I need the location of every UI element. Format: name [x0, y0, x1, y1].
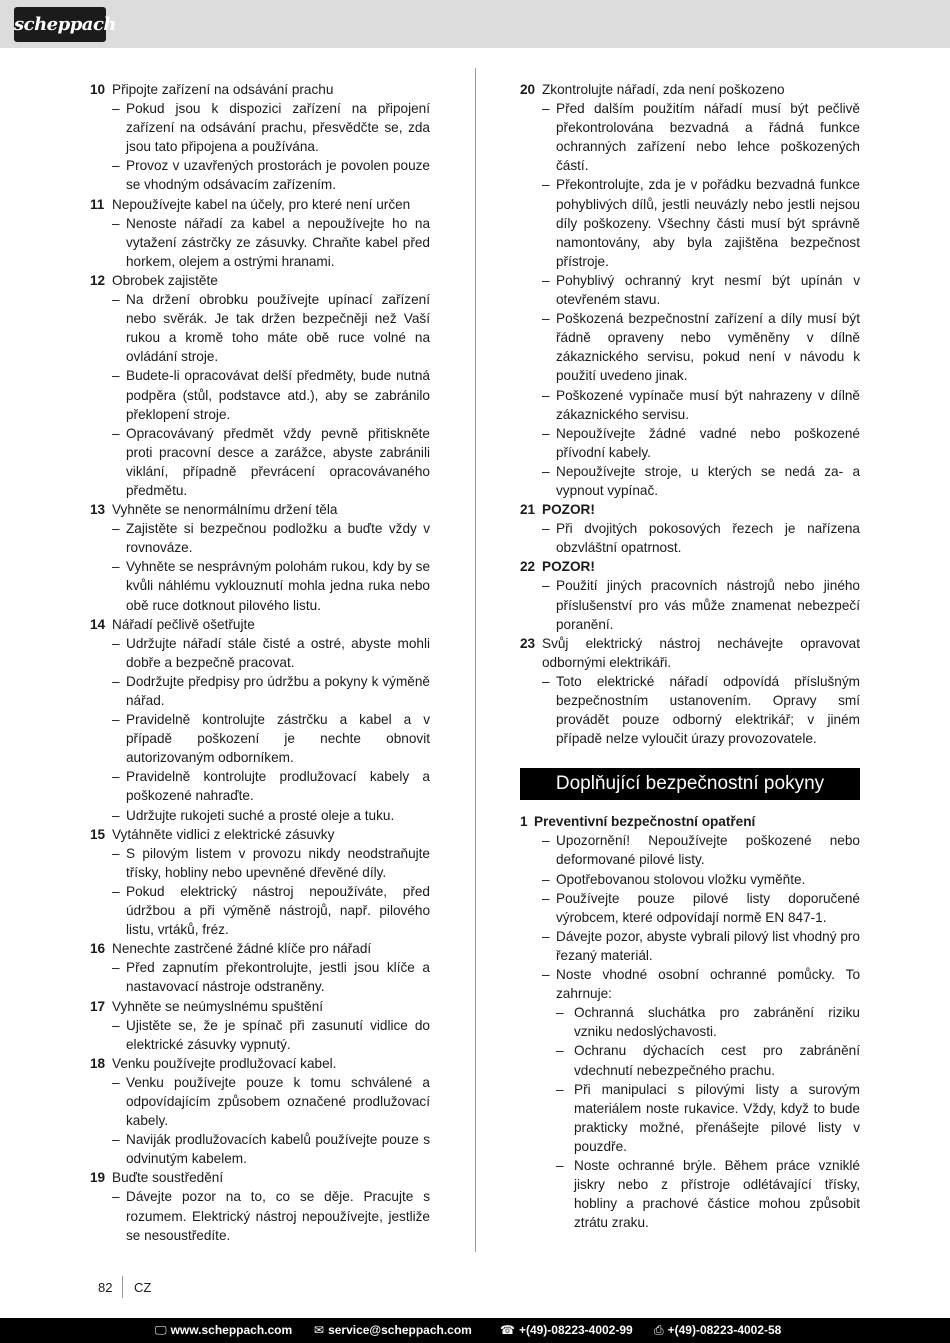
item-20 — [520, 80, 860, 99]
web-text: www.scheppach.com — [170, 1323, 293, 1337]
item-number: 10 — [90, 82, 106, 97]
bullet-item — [90, 634, 430, 672]
bullet-item — [520, 424, 860, 462]
page-number: 82 — [98, 1280, 113, 1295]
bullet-text: Pravidelně kontrolujte prodlužovací kabely a poškozené nahraďte. — [126, 769, 430, 804]
bullet-item — [90, 1016, 430, 1054]
bullet-text: Venku používejte pouze k tomu schválené a odpovídajícím způsobem označené prodlužovací kabely. — [126, 1074, 430, 1129]
section-title-text: Preventivní bezpečnostní opatření — [534, 814, 756, 830]
dash-bullet-icon: – — [112, 101, 120, 117]
dash-bullet-icon: – — [542, 387, 550, 403]
bullet-text: Zajistěte si bezpečnou podložku a buďte vždy v rovnováze. — [126, 521, 430, 556]
dash-bullet-icon: – — [542, 311, 550, 327]
bullet-text: Překontrolujte, zda je v pořádku bezvadná funkce pohyblivých dílů, jestli neuvázly nebo jestli nejsou díly poškozeny. Všechny části musí být správně namontovány, aby byla zajištěna bezpečnost přístroje. — [556, 177, 860, 269]
bullet-item — [520, 519, 860, 557]
phone-contact — [500, 1318, 633, 1343]
fax-contact — [654, 1318, 781, 1343]
item-title: Připojte zařízení na odsávání prachu — [112, 82, 334, 97]
bullet-text: Noste ochranné brýle. Během práce vzniklé jiskry nebo z přístroje odlétávající třísky, hobliny a prachové částice mohou způsobit ztrátu zraku. — [574, 1157, 860, 1231]
item-22 — [520, 557, 860, 576]
bullet-text: Ochranu dýchacích cest pro zabránění vdechnutí nebezpečného prachu. — [574, 1043, 860, 1078]
bullet-item — [90, 156, 430, 194]
item-10 — [90, 80, 430, 99]
bullet-text: Noste vhodné osobní ochranné pomůcky. To zahrnuje: — [556, 967, 860, 1002]
item-13 — [90, 500, 430, 519]
bullet-text: Před dalším použitím nářadí musí být pečlivě překontrolována bezvadná a řádná funkce ochranných zařízení nebo lehce poškozených částí. — [556, 101, 860, 174]
item-title: Vyhněte se neúmyslnému spuštění — [112, 998, 324, 1014]
dash-bullet-icon: – — [542, 578, 550, 594]
item-19 — [90, 1168, 430, 1187]
bullet-item — [90, 519, 430, 557]
dash-bullet-icon: – — [556, 1157, 564, 1173]
bullet-text: Udržujte rukojeti suché a prosté oleje a tuku. — [126, 807, 395, 823]
bullet-text: Dávejte pozor, abyste vybrali pilový list vhodný pro řezaný materiál. — [556, 928, 860, 963]
column-divider — [475, 68, 476, 1252]
dash-bullet-icon: – — [112, 673, 120, 689]
bullet-item — [520, 175, 860, 270]
bullet-text: Pokud elektrický nástroj nepoužíváte, před údržbou a při výměně nástrojů, např. pilového listu, vrtáků, fréz. — [126, 883, 430, 938]
bullet-item — [520, 386, 860, 424]
email-text: service@scheppach.com — [328, 1323, 472, 1337]
item-17 — [90, 997, 430, 1016]
bullet-item — [520, 271, 860, 309]
dash-bullet-icon: – — [556, 1081, 564, 1097]
item-number: 13 — [90, 502, 106, 518]
bullet-item — [520, 672, 860, 748]
item-11 — [90, 195, 430, 214]
section-bullet — [520, 927, 860, 965]
language-code: CZ — [134, 1280, 152, 1295]
section-bullets — [520, 831, 860, 1232]
bullet-item — [90, 290, 430, 366]
item-21 — [520, 500, 860, 519]
right-items — [520, 80, 860, 748]
bullet-text: Pohyblivý ochranný kryt nesmí být upínán v otevřeném stavu. — [556, 272, 860, 308]
monitor-icon: 🖵 — [155, 1323, 167, 1337]
section-heading: Doplňující bezpečnostní pokyny — [520, 768, 860, 800]
bullet-item — [90, 1073, 430, 1130]
bullet-item — [520, 309, 860, 385]
bullet-item — [90, 882, 430, 939]
item-title: Nepoužívejte kabel na účely, pro které není určen — [112, 196, 411, 212]
dash-bullet-icon: – — [542, 425, 550, 441]
dash-bullet-icon: – — [112, 1017, 120, 1033]
section-sub-bullet — [520, 1080, 860, 1156]
bullet-item — [90, 1130, 430, 1168]
bullet-text: Při dvojitých pokosových řezech je nařízena obzvláštní opatrnost. — [556, 521, 860, 556]
item-23 — [520, 634, 860, 672]
bullet-item — [520, 576, 860, 633]
bullet-item — [90, 672, 430, 710]
dash-bullet-icon: – — [112, 521, 120, 537]
dash-bullet-icon: – — [542, 463, 550, 479]
bullet-item — [90, 958, 430, 996]
bullet-text: Provoz v uzavřených prostorách je povolen pouze se vhodným odsávacím zařízením. — [126, 158, 430, 193]
item-title: POZOR! — [542, 502, 595, 518]
section-subtitle — [520, 812, 860, 831]
item-14 — [90, 615, 430, 634]
bullet-text: S pilovým listem v provozu nikdy neodstraňujte třísky, hobliny nebo upevněné dřevěné díly. — [126, 845, 430, 880]
item-18 — [90, 1054, 430, 1073]
bullet-text: Vyhněte se nesprávným polohám rukou, kdy by se kvůli náhlému vyklouznutí mohla jedna ruka nebo obě ruce dotknout pilového listu. — [126, 559, 431, 613]
bullet-text: Opotřebovanou stolovou vložku vyměňte. — [556, 871, 806, 887]
dash-bullet-icon: – — [542, 177, 550, 193]
dash-bullet-icon: – — [542, 871, 550, 887]
item-number: 15 — [90, 826, 106, 842]
bullet-text: Použití jiných pracovních nástrojů nebo jiného příslušenství pro vás může znamenat nebezpečí poranění. — [556, 578, 860, 632]
mail-icon: ✉ — [314, 1323, 325, 1337]
dash-bullet-icon: – — [542, 890, 550, 906]
item-number: 20 — [520, 82, 536, 97]
bullet-text: Udržujte nářadí stále čisté a ostré, abyste mohli dobře a bezpečně pracovat. — [126, 635, 430, 670]
bullet-item — [90, 424, 430, 500]
dash-bullet-icon: – — [556, 1005, 564, 1021]
item-number: 22 — [520, 559, 536, 575]
item-number: 11 — [90, 196, 105, 212]
dash-bullet-icon: – — [112, 292, 120, 308]
dash-bullet-icon: – — [112, 635, 120, 651]
item-15 — [90, 825, 430, 844]
item-title: Nářadí pečlivě ošetřujte — [112, 616, 255, 632]
bullet-text: Nepoužívejte žádné vadné nebo poškozené přívodní kabely. — [556, 425, 860, 460]
dash-bullet-icon: – — [112, 559, 120, 575]
dash-bullet-icon: – — [112, 960, 120, 976]
item-number: 16 — [90, 941, 106, 957]
dash-bullet-icon: – — [112, 845, 120, 861]
dash-bullet-icon: – — [112, 1074, 120, 1090]
right-column — [520, 80, 860, 1232]
section-bullet — [520, 831, 860, 869]
bullet-item — [90, 710, 430, 767]
dash-bullet-icon: – — [112, 883, 120, 899]
section-sub-bullet — [520, 1041, 860, 1079]
section-number: 1 — [520, 814, 528, 830]
bullet-text: Na držení obrobku používejte upínací zařízení nebo svěrák. Je tak držen bezpečněji než Vaší rukou a kromě toho máte obě ruce volné na ovládání stroje. — [126, 292, 430, 365]
item-number: 17 — [90, 998, 106, 1014]
dash-bullet-icon: – — [112, 769, 120, 785]
dash-bullet-icon: – — [542, 673, 550, 689]
dash-bullet-icon: – — [542, 101, 550, 117]
bullet-item — [90, 366, 430, 423]
bullet-text: Opracovávaný předmět vždy pevně přitiskněte proti pracovní desce a zarážce, abyste zabránili viklání, případně převrácení opracovávaného předmětu. — [126, 425, 430, 498]
bullet-text: Pravidelně kontrolujte zástrčku a kabel a v případě poškození je nechte obnovit autorizovaným odborníkem. — [126, 712, 430, 766]
bullet-item — [520, 462, 860, 500]
scheppach-logo: scheppach — [14, 7, 106, 42]
dash-bullet-icon: – — [112, 807, 120, 823]
item-16 — [90, 939, 430, 958]
section-bullet — [520, 889, 860, 927]
bullet-text: Dávejte pozor na to, co se děje. Pracujte s rozumem. Elektrický nástroj nepoužívejte, jestliže se nesoustředíte. — [126, 1189, 430, 1243]
item-title: Vyhněte se nenormálnímu držení těla — [112, 502, 338, 518]
contact-bar — [0, 1318, 950, 1343]
left-column — [90, 80, 430, 1245]
dash-bullet-icon: – — [556, 1043, 564, 1059]
item-title: POZOR! — [542, 559, 595, 575]
dash-bullet-icon: – — [542, 833, 550, 849]
bullet-text: Poškozené vypínače musí být nahrazeny v dílně zákaznického servisu. — [556, 387, 860, 422]
bullet-text: Toto elektrické nářadí odpovídá příslušným bezpečnostním ustanovením. Opravy smí provádět pouze odborný elektrikář; v jiném případě nelze vyloučit úrazy provozovatele. — [556, 673, 860, 747]
bullet-text: Používejte pouze pilové listy doporučené výrobcem, které odpovídají normě EN 847-1. — [556, 890, 860, 925]
bullet-text: Ujistěte se, že je spínač při zasunutí vidlice do elektrické zásuvky vypnutý. — [126, 1017, 430, 1052]
dash-bullet-icon: – — [542, 928, 550, 944]
item-title: Svůj elektrický nástroj nechávejte opravovat odbornými elektrikáři. — [542, 635, 860, 670]
item-number: 21 — [520, 502, 536, 518]
item-title: Vytáhněte vidlici z elektrické zásuvky — [112, 826, 335, 842]
bullet-text: Naviják prodlužovacích kabelů používejte pouze s odvinutým kabelem. — [126, 1132, 430, 1167]
item-title: Nenechte zastrčené žádné klíče pro nářadí — [112, 941, 372, 957]
section-bullet — [520, 965, 860, 1003]
header-bar — [0, 0, 950, 48]
bullet-text: Před zapnutím překontrolujte, jestli jsou klíče a nastavovací nástroje odstraněny. — [126, 960, 430, 995]
dash-bullet-icon: – — [112, 1189, 120, 1205]
section-sub-bullet — [520, 1003, 860, 1041]
dash-bullet-icon: – — [112, 158, 120, 174]
fax-text: +(49)-08223-4002-58 — [667, 1323, 782, 1337]
web-contact[interactable] — [155, 1318, 292, 1343]
item-12 — [90, 271, 430, 290]
dash-bullet-icon: – — [112, 215, 120, 231]
phone-icon: ☎ — [500, 1323, 515, 1337]
item-title: Buďte soustředění — [112, 1170, 224, 1186]
phone-text: +(49)-08223-4002-99 — [518, 1323, 633, 1337]
item-title: Venku používejte prodlužovací kabel. — [112, 1055, 337, 1071]
dash-bullet-icon: – — [112, 368, 120, 384]
bullet-text: Pokud jsou k dispozici zařízení na připojení zařízení na odsávání prachu, přesvědčte se, zda jsou tato připojena a používána. — [126, 101, 430, 155]
dash-bullet-icon: – — [542, 272, 550, 288]
dash-bullet-icon: – — [112, 712, 120, 728]
dash-bullet-icon: – — [542, 967, 550, 983]
bullet-text: Nepoužívejte stroje, u kterých se nedá za- a vypnout vypínač. — [556, 463, 860, 498]
footer-separator — [122, 1276, 123, 1298]
fax-icon: ⎙ — [654, 1323, 664, 1337]
item-title: Zkontrolujte nářadí, zda není poškozeno — [542, 82, 785, 97]
bullet-item — [90, 99, 430, 156]
dash-bullet-icon: – — [112, 425, 120, 441]
bullet-text: Při manipulaci s pilovými listy a surovým materiálem noste rukavice. Vždy, když to bude prakticky možné, přenášejte pilové listy v pouzdře. — [574, 1081, 860, 1154]
bullet-item — [90, 806, 430, 825]
bullet-text: Ochranná sluchátka pro zabránění riziku vzniku nedoslýchavosti. — [574, 1005, 860, 1040]
bullet-item — [520, 99, 860, 175]
dash-bullet-icon: – — [112, 1132, 120, 1148]
section-bullet — [520, 870, 860, 889]
bullet-text: Upozornění! Nepoužívejte poškozené nebo deformované pilové listy. — [556, 833, 860, 868]
bullet-item — [90, 214, 430, 271]
bullet-item — [90, 844, 430, 882]
section-sub-bullet — [520, 1156, 860, 1232]
email-contact[interactable] — [314, 1318, 472, 1343]
item-number: 14 — [90, 616, 106, 632]
item-number: 19 — [90, 1170, 106, 1186]
bullet-text: Nenoste nářadí za kabel a nepoužívejte ho na vytažení zástrčky ze zásuvky. Chraňte kabel před horkem, olejem a ostrými hranami. — [126, 215, 430, 269]
bullet-text: Poškozená bezpečnostní zařízení a díly musí být řádně opraveny nebo vyměněny v dílně zákaznického servisu, pokud není v návodu k použití uvedeno jinak. — [556, 311, 860, 384]
item-title: Obrobek zajistěte — [112, 272, 218, 288]
bullet-text: Budete-li opracovávat delší předměty, bude nutná podpěra (stůl, podstavce atd.), aby se zabránilo překlopení stroje. — [126, 368, 430, 422]
bullet-item — [90, 557, 430, 614]
bullet-text: Dodržujte předpisy pro údržbu a pokyny k výměně nářad. — [126, 673, 430, 708]
bullet-item — [90, 767, 430, 805]
bullet-item — [90, 1187, 430, 1244]
dash-bullet-icon: – — [542, 521, 550, 537]
item-number: 23 — [520, 635, 536, 651]
item-number: 12 — [90, 272, 106, 288]
item-number: 18 — [90, 1055, 106, 1071]
